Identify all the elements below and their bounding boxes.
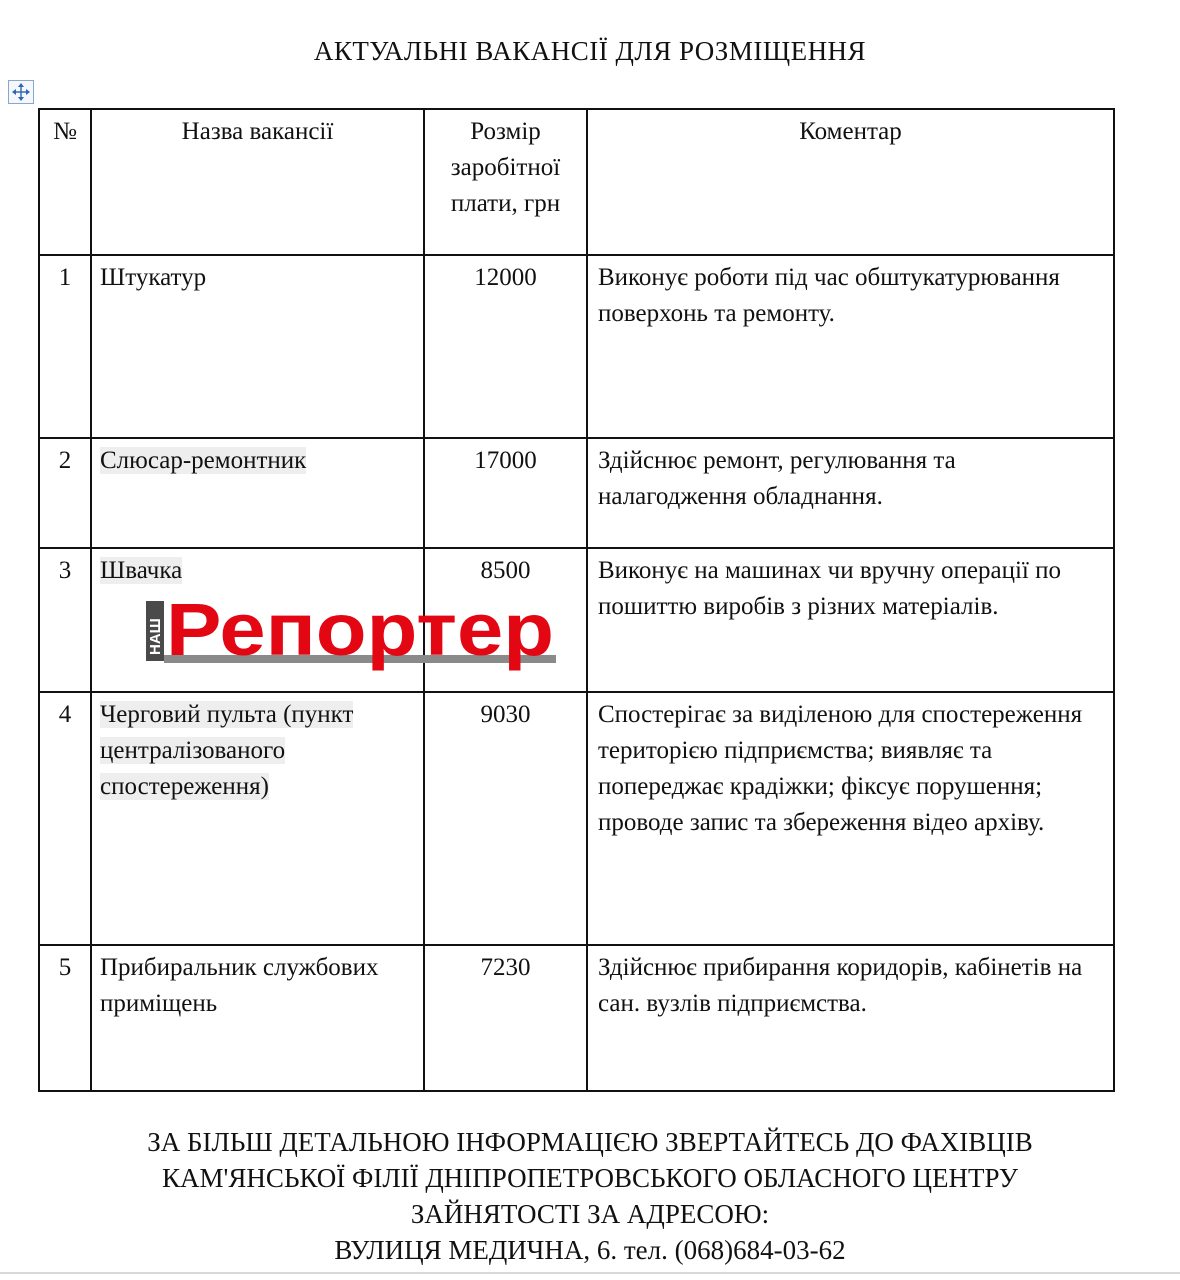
row-salary: 17000 <box>424 438 587 548</box>
vacancy-name: Слюсар-ремонтник <box>100 447 307 474</box>
row-name <box>91 255 424 438</box>
move-arrows-icon <box>11 82 31 102</box>
row-comment: Здійснює прибирання коридорів, кабінетів на сан. вузлів підприємства. <box>587 945 1114 1091</box>
row-num: 4 <box>39 692 91 945</box>
row-name <box>91 692 424 945</box>
row-comment: Здійснює ремонт, регулювання та налагодження обладнання. <box>587 438 1114 548</box>
row-name <box>91 945 424 1091</box>
table-row <box>39 945 1114 1091</box>
header-comment: Коментар <box>587 109 1114 255</box>
row-comment: Виконує на машинах чи вручну операції по пошиттю виробів з різних матеріалів. <box>587 548 1114 692</box>
table-move-handle[interactable] <box>8 80 34 104</box>
vacancy-name: Прибиральник службових приміщень <box>100 954 379 1017</box>
row-num: 3 <box>39 548 91 692</box>
vacancy-name: Швачка <box>100 557 183 584</box>
vacancy-name: Черговий пульта (пункт централізованого спостереження) <box>100 701 354 800</box>
vacancy-name: Штукатур <box>100 264 207 291</box>
footer-line: ЗАЙНЯТОСТІ ЗА АДРЕСОЮ: <box>410 1199 770 1229</box>
table-header-row <box>39 109 1114 255</box>
row-num: 2 <box>39 438 91 548</box>
page-title: АКТУАЛЬНІ ВАКАНСІЇ ДЛЯ РОЗМІЩЕННЯ <box>313 36 867 66</box>
footer-line: ЗА БІЛЬШ ДЕТАЛЬНОЮ ІНФОРМАЦІЄЮ ЗВЕРТАЙТЕСЬ ДО ФАХІВЦІВ <box>147 1127 1033 1157</box>
header-name: Назва вакансії <box>91 109 424 255</box>
table-row <box>39 438 1114 548</box>
row-comment: Спостерігає за виділеною для спостереження територією підприємства; виявляє та попереджає крадіжки; фіксує порушення; проводе запис та збереження відео архіву. <box>587 692 1114 945</box>
row-salary: 9030 <box>424 692 587 945</box>
row-name <box>91 438 424 548</box>
row-num: 1 <box>39 255 91 438</box>
logo-small-text: НАШ <box>147 618 164 655</box>
vacancies-table <box>38 108 1115 1092</box>
footer-line: КАМ'ЯНСЬКОЇ ФІЛІЇ ДНІПРОПЕТРОВСЬКОГО ОБЛАСНОГО ЦЕНТРУ <box>162 1163 1018 1193</box>
table-row <box>39 548 1114 692</box>
table-row <box>39 692 1114 945</box>
row-salary: 7230 <box>424 945 587 1091</box>
row-salary: 12000 <box>424 255 587 438</box>
logo-main-text: Репортер <box>166 593 554 671</box>
table-row <box>39 255 1114 438</box>
row-comment: Виконує роботи під час обштукатурювання поверхонь та ремонту. <box>587 255 1114 438</box>
contact-footer <box>0 1124 1180 1268</box>
row-num: 5 <box>39 945 91 1091</box>
reporter-logo <box>100 589 554 673</box>
header-salary: Розмір заробітної плати, грн <box>424 109 587 255</box>
page-divider <box>0 1272 1180 1274</box>
reporter-logo-image <box>146 593 556 673</box>
row-salary: 8500 <box>424 548 587 692</box>
footer-contact: ВУЛИЦЯ МЕДИЧНА, 6. тел. (068)684-03-62 <box>334 1235 846 1265</box>
header-num: № <box>39 109 91 255</box>
